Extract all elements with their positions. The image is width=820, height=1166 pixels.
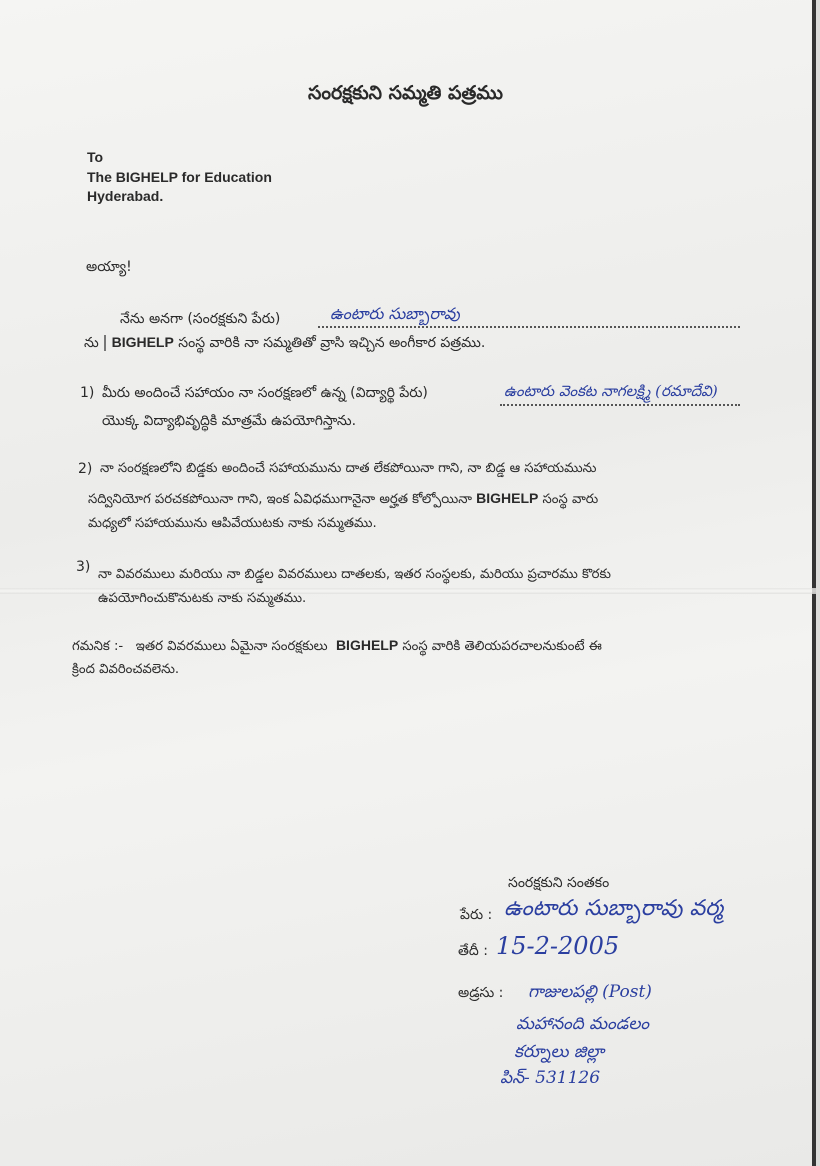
clause-2-line-2b: సంస్థ వారు [542, 492, 599, 507]
scan-edge [812, 0, 816, 1166]
signature-name-handwritten: ఉంటారు సుబ్బారావు వర్మ [504, 896, 724, 921]
clause-1-line-2: యొక్క విద్యాభివృద్ధికి మాత్రమే ఉపయోగిస్తాను. [102, 413, 357, 429]
note-label: గమనిక :- [72, 639, 124, 654]
date-handwritten: 15-2-2005 [496, 932, 620, 960]
guardian-name-handwritten: ఉంటారు సుబ్బారావు [330, 304, 460, 323]
intro-prefix: ను [84, 335, 99, 351]
note-line-2: క్రింద వివరించవలెను. [72, 662, 180, 677]
salutation: అయ్యా! [86, 259, 132, 275]
address-line-4: పిన్- 531126 [500, 1068, 601, 1088]
address-city: Hyderabad. [87, 188, 164, 204]
address-line-3: కర్నూలు జిల్లా [514, 1042, 605, 1062]
clause-3-line-1: నా వివరములు మరియు నా బిడ్డల వివరములు దాతలకు, ఇతర సంస్థలకు, మరియు ప్రచారము కొరకు [98, 567, 611, 582]
clause-1-line-1: మీరు అందించే సహాయం నా సంరక్షణలో ఉన్న (విద్యార్థి పేరు) [102, 385, 428, 401]
clause-1-number: 1) [80, 385, 95, 401]
document-title: సంరక్షకుని సమ్మతి పత్రము [308, 82, 503, 104]
note-org: BIGHELP [335, 637, 399, 653]
address-to: To [87, 149, 104, 165]
clause-2-org: BIGHELP [476, 490, 539, 506]
address-line-1: గాజులపల్లి (Post) [528, 982, 652, 1002]
clause-3-line-2: ఉపయోగించుకొనుటకు నాకు సమ్మతము. [98, 591, 307, 606]
date-label: తేదీ : [458, 943, 488, 959]
address-label: అడ్రసు : [458, 985, 504, 1001]
margin-mark [104, 335, 106, 351]
intro-rest: సంస్థ వారికి నా సమ్మతితో వ్రాసి ఇచ్చిన అంగీకార పత్రము. [178, 335, 486, 351]
clause-2-number: 2) [78, 461, 93, 477]
student-name-handwritten: ఉంటారు వెంకట నాగలక్ష్మి (రమాదేవి) [504, 382, 718, 400]
note-line-1b: సంస్థ వారికి తెలియపరచాలనుకుంటే ఈ [402, 639, 602, 654]
student-name-dotted-line [500, 404, 740, 406]
guardian-name-label: నేను అనగా (సంరక్షకుని పేరు) [120, 311, 281, 327]
clause-2-line-2a: సద్వినియోగ పరచకపోయినా గాని, ఇంక ఏవిధముగానైనా అర్హత కోల్పోయినా [88, 492, 472, 507]
note-line-1a: ఇతర వివరములు ఏమైనా సంరక్షకులు [135, 639, 328, 654]
intro-org: BIGHELP [111, 334, 174, 350]
clause-2-line-1: నా సంరక్షణలోని బిడ్డకు అందించే సహాయమును దాత లేకపోయినా గాని, నా బిడ్డ ఆ సహాయమును [100, 461, 597, 476]
address-line-2: మహానంది మండలం [516, 1014, 650, 1034]
clause-3-number: 3) [76, 559, 91, 575]
clause-2-line-3: మధ్యలో సహాయమును ఆపివేయుటకు నాకు సమ్మతము. [88, 516, 377, 531]
signature-heading: సంరక్షకుని సంతకం [508, 875, 610, 891]
name-label: పేరు : [460, 907, 493, 923]
address-organization: The BIGHELP for Education [87, 169, 272, 185]
